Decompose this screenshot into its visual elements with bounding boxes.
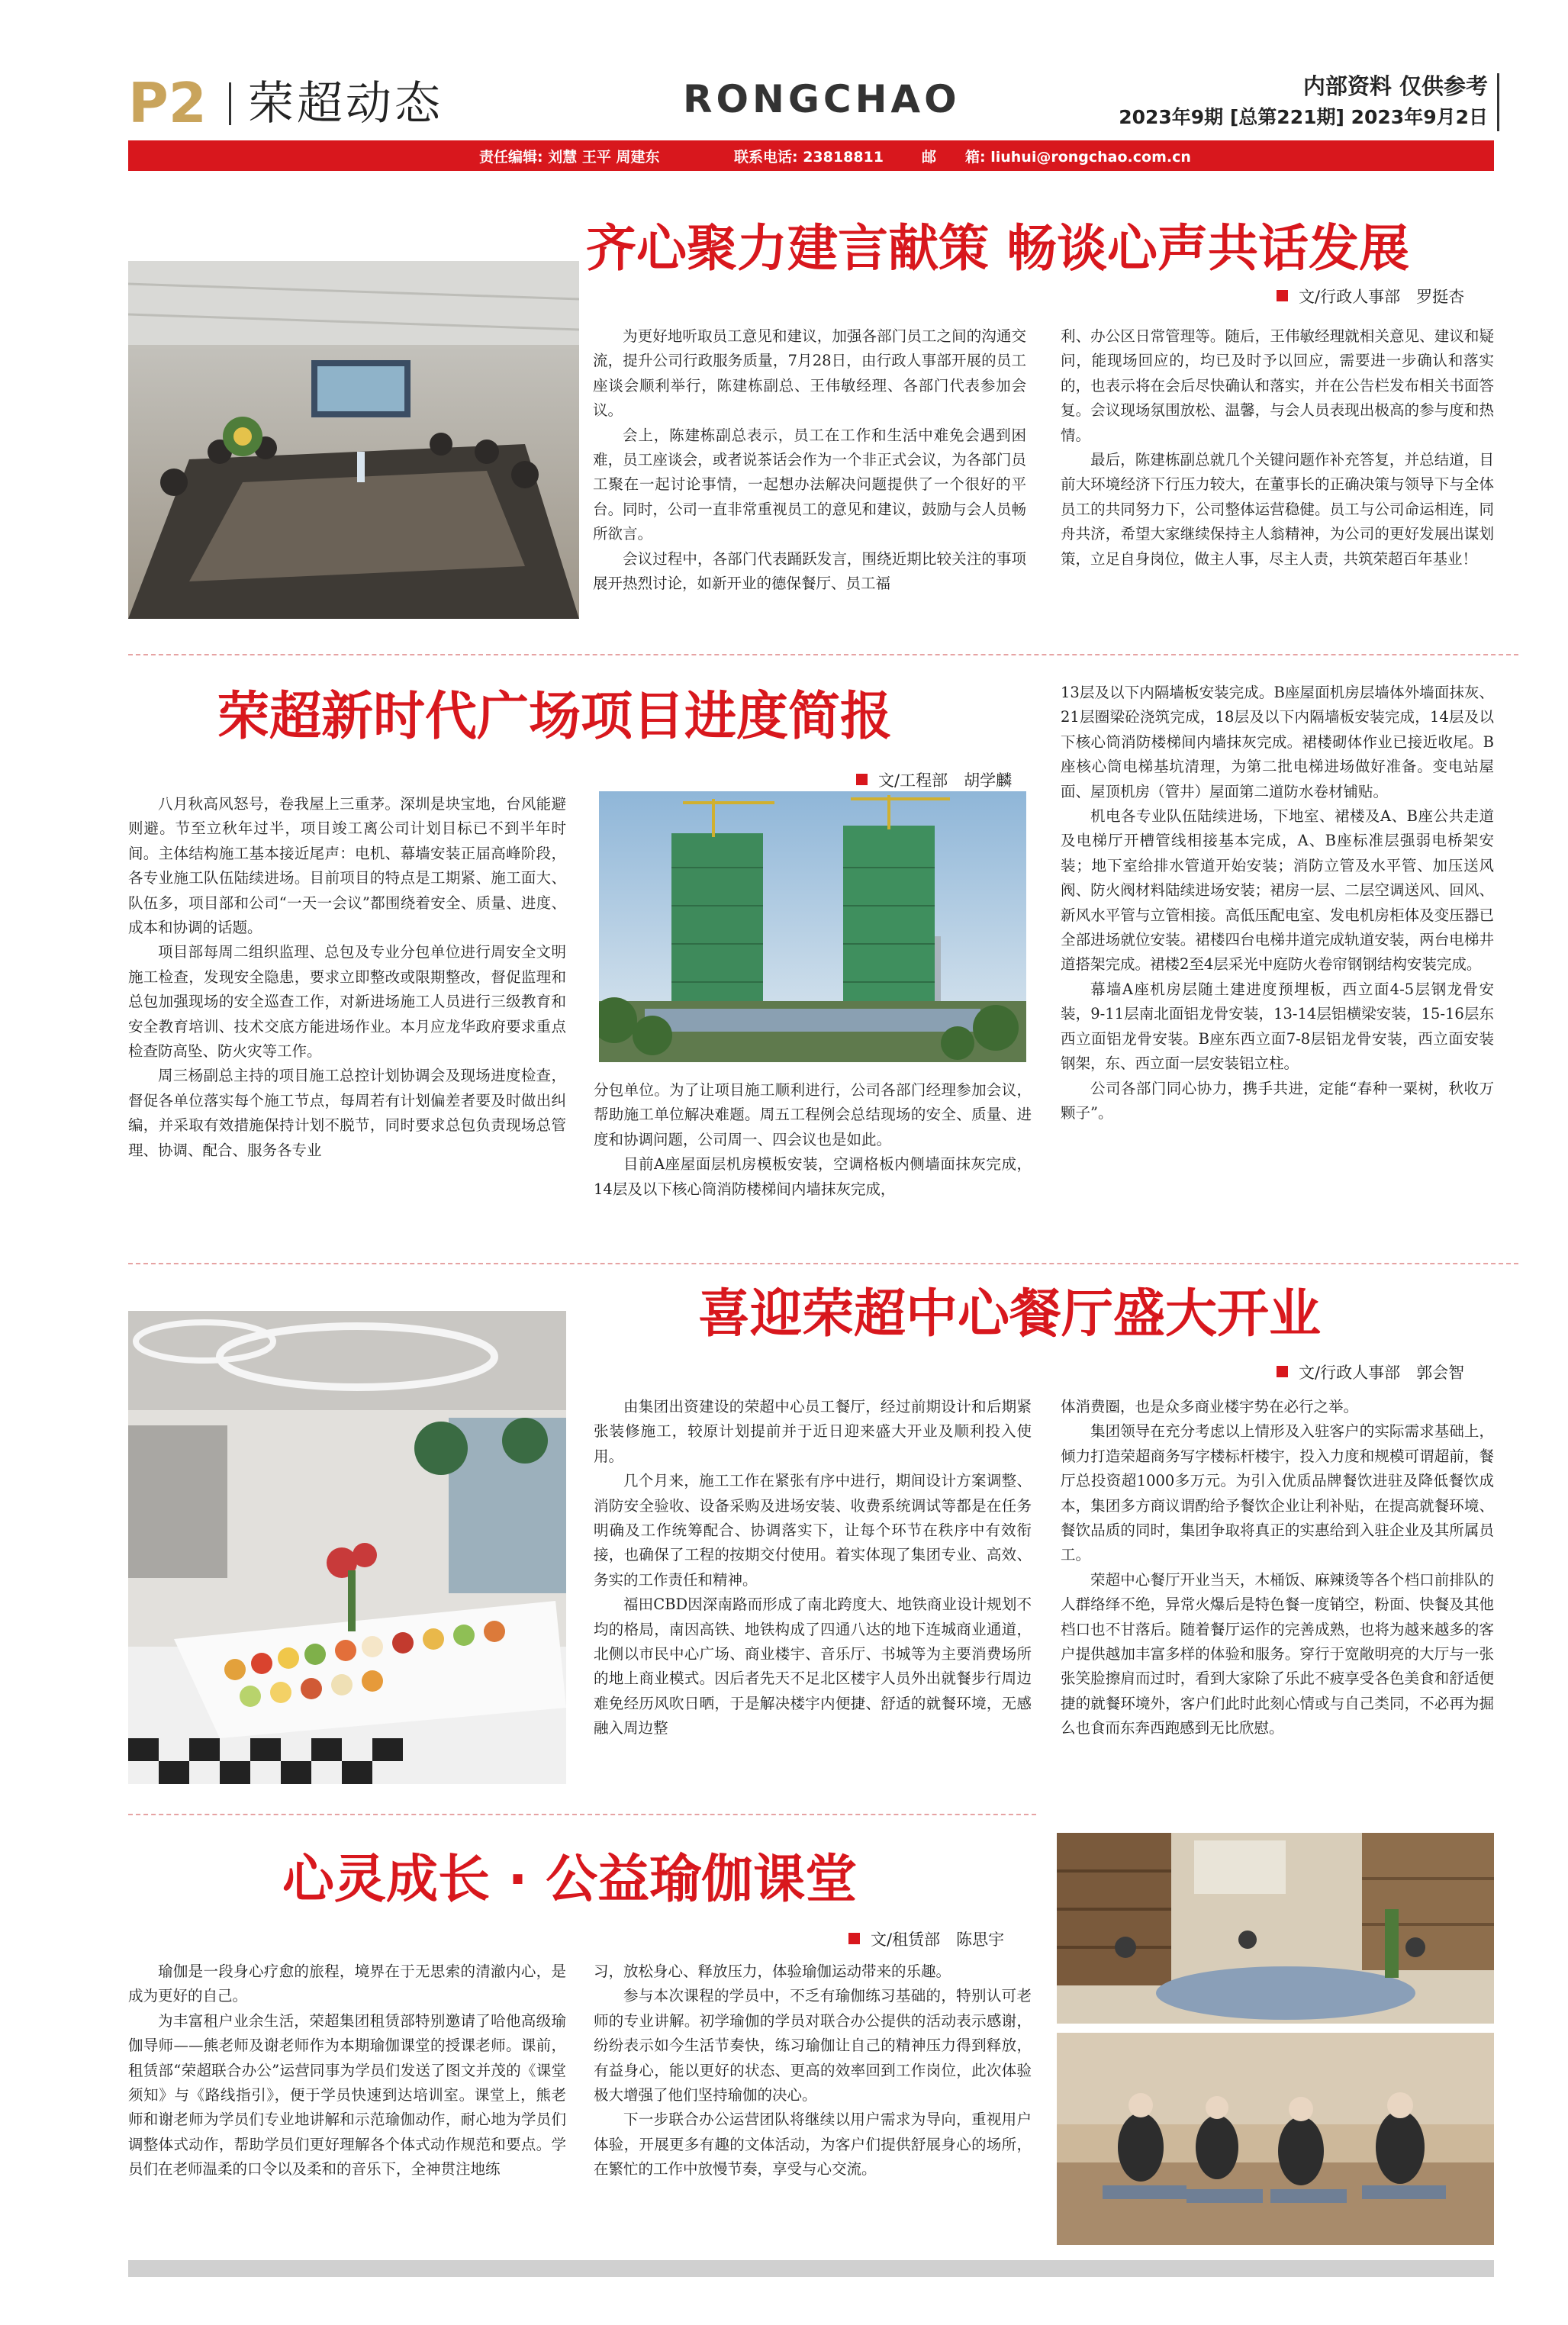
construction-photo (599, 791, 1026, 1062)
paragraph: 会上，陈建栋副总表示，员工在工作和生活中难免会遇到困难，员工座谈会，或者说茶话会作为一个非正式会议，为各部门员工聚在一起讨论事情，一起想办法解决问题提供了一个很好的平台。同时，公司一直非常重视员工的意见和建议，鼓励与会人员畅所欲言。 (593, 426, 1026, 543)
paragraph: 八月秋高风怒号，卷我屋上三重茅。深圳是块宝地，台风能避则避。节至立秋年过半，项目竣工离公司计划目标已不到半年时间。主体结构施工基本接近尾声：电机、幕墙安装正届高峰阶段，各专业施工队伍陆续进场。目前项目的特点是工期紧、施工面大、队伍多，项目部和公司“一天一会议”都围绕着安全、质量、进度、成本和协调的话题。 (128, 795, 566, 937)
header-red-bar (128, 140, 1494, 171)
article1-byline: 文/行政人事部 罗挺杏 (1277, 285, 1464, 308)
paragraph: 为更好地听取员工意见和建议，加强各部门员工之间的沟通交流，提升公司行政服务质量，7月28日，由行政人事部开展的员工座谈会顺利举行，陈建栋副总、王伟敏经理、各部门代表参加会议。 (593, 327, 1026, 420)
article3-column-1 (594, 1395, 1032, 1741)
paragraph: 几个月来，施工工作在紧张有序中进行，期间设计方案调整、消防安全验收、设备采购及进场安装、收费系统调试等都是在任务明确及工作统筹配合、协调落实下，让每个环节在秩序中有效衔接，也确保了工程的按期交付使用。着实体现了集团专业、高效、务实的工作责任和精神。 (594, 1472, 1032, 1589)
footer-bar (128, 2260, 1494, 2277)
article2-column-2 (594, 1078, 1032, 1202)
paragraph: 分包单位。为了让项目施工顺利进行，公司各部门经理参加会议，帮助施工单位解决难题。周五工程例会总结现场的安全、质量、进度和协调问题，公司周一、四会议也是如此。 (594, 1081, 1032, 1148)
article1-column-2 (1061, 324, 1494, 572)
byline-marker-icon (1277, 290, 1288, 301)
paragraph: 13层及以下内隔墙板安装完成。B座屋面机房层墙体外墙面抹灰、21层圈梁砼浇筑完成，18层及以下内隔墙板安装完成，14层及以下核心筒消防楼梯间内墙抹灰完成。裙楼砌体作业已接近收尾。B座核心筒电梯基坑清理，为第二批电梯进场做好准备。变电站屋面、屋顶机房（管井）屋面第二道防水卷材铺贴。 (1061, 684, 1494, 800)
article4-column-1 (128, 1960, 566, 2182)
byline-marker-icon (856, 774, 868, 785)
section-divider-dashed (128, 654, 1518, 655)
paragraph: 体消费圈，也是众多商业楼宇势在必行之举。 (1061, 1398, 1359, 1415)
internal-notice: 内部资料 仅供参考 (1302, 73, 1488, 99)
paragraph: 习，放松身心、释放压力，体验瑜伽运动带来的乐趣。 (594, 1963, 951, 1980)
paragraph: 利、办公区日常管理等。随后，王伟敏经理就相关意见、建议和疑问，能现场回应的，均已及时予以回应，需要进一步确认和落实的，也表示将在会后尽快确认和落实，并在公告栏发布相关书面答复。会议现场氛围放松、温馨，与会人员表现出极高的参与度和热情。 (1061, 327, 1494, 444)
article4-title: 心灵成长 · 公益瑜伽课堂 (282, 1850, 858, 1910)
paragraph: 幕墙A座机房层随土建进度预埋板，西立面4-5层钢龙骨安装，9-11层南北面铝龙骨安装，13-14层铝横梁安装，15-16层东西立面铝龙骨安装。B座东西立面7-8层铝龙骨安装，西立面安装钢架，东、西立面一层安装铝立柱。 (1061, 980, 1494, 1073)
page-number: P2 (128, 71, 207, 135)
paragraph: 机电各专业队伍陆续进场，下地室、裙楼及A、B座公共走道及电梯厅开槽管线相接基本完成，A、B座标准层强弱电桥架安装；地下室给排水管道开始安装；消防立管及水平管、加压送风阀、防火阀材料陆续进场安装；裙房一层、二层空调送风、回风、新风水平管与立管相接。高低压配电室、发电机房柜体及变压器已全部进场就位安装。裙楼四台电梯井道完成轨道安装，两台电梯井道搭架完成。裙楼2至4层采光中庭防火卷帘钢钢结构安装完成。 (1061, 807, 1494, 974)
paragraph: 瑜伽是一段身心疗愈的旅程，境界在于无思索的清澈内心，是成为更好的自己。 (128, 1963, 566, 2005)
section-divider (229, 82, 231, 125)
article2-title: 荣超新时代广场项目进度简报 (217, 687, 893, 747)
article3-byline: 文/行政人事部 郭会智 (1277, 1361, 1464, 1383)
paragraph: 福田CBD因深南路而形成了南北跨度大、地铁商业设计规划不均的格局，南因高铁、地铁构成了四通八达的地下连城商业通道，北侧以市民中心广场、商业楼宇、音乐厅、书城等为主要消费场所的地上商业模式。因后者先天不足北区楼宇人员外出就餐步行周边难免经历风吹日晒，于是解决楼宇内便捷、舒适的就餐环境，无感融入周边整 (594, 1596, 1032, 1737)
article2-column-1 (128, 792, 566, 1163)
issue-info: 2023年9期 [总第221期] 2023年9月2日 (1119, 106, 1488, 128)
paragraph: 会议过程中，各部门代表踊跃发言，围绕近期比较关注的事项展开热烈讨论，如新开业的德保餐厅、员工福 (593, 549, 1026, 593)
masthead: RONGCHAO (683, 77, 961, 121)
byline-marker-icon (1277, 1366, 1288, 1377)
paragraph: 最后，陈建栋副总就几个关键问题作补充答复，并总结道，目前大环境经济下行压力较大，在董事长的正确决策与领导下与全体员工的共同努力下，公司整体运营稳健。员工与公司命运相连，同舟共济，希望大家继续保持主人翁精神，为公司的更好发展出谋划策，立足自身岗位，做主人事，尽主人责，共筑荣超百年基业！ (1061, 451, 1494, 568)
article3-column-2 (1061, 1395, 1494, 1741)
paragraph: 参与本次课程的学员中，不乏有瑜伽练习基础的，特别认可老师的专业讲解。初学瑜伽的学员对联合办公提供的活动表示感谢，纷纷表示如今生活节奏快，练习瑜伽让自己的精神压力得到释放，有益身心，能以更好的状态、更高的效率回到工作岗位，此次体验极大增强了他们坚持瑜伽的决心。 (594, 1987, 1032, 2104)
article3-title: 喜迎荣超中心餐厅盛大开业 (698, 1284, 1322, 1344)
yoga-class-photo (1057, 2033, 1494, 2245)
restaurant-photo (128, 1311, 566, 1784)
paragraph: 荣超中心餐厅开业当天，木桶饭、麻辣烫等各个档口前排队的人群络绎不绝，异常火爆后是特色餐一度销空，粉面、快餐及其他档口也不甘落后。随着餐厅运作的完善成熟，也将为越来越多的客户提供越加丰富多样的体验和服务。穿行于宽敞明亮的大厅与一张张笑脸擦肩而过时，看到大家除了乐此不疲享受各色美食和舒适便捷的就餐环境外，客户们此时此刻心情或与自己类同，不必再为掘么也食而东奔西跑感到无比欣慰。 (1061, 1570, 1494, 1737)
paragraph: 公司各部门同心协力，携手共进，定能“春种一粟树，秋收万颗子”。 (1061, 1079, 1494, 1122)
article1-title: 齐心聚力建言献策 畅谈心声共话发展 (586, 219, 1409, 278)
section-divider-dashed (128, 1814, 1036, 1815)
article1-column-1 (593, 324, 1026, 596)
header-vertical-rule (1497, 73, 1499, 131)
article4-column-2 (594, 1960, 1032, 2182)
article2-byline: 文/工程部 胡学麟 (856, 768, 1012, 791)
editors: 责任编辑: 刘慧 王平 周建东 (479, 149, 660, 166)
paragraph: 集团领导在充分考虑以上情形及入驻客户的实际需求基础上，倾力打造荣超商务写字楼标杆楼宇，投入力度和规模可谓超前，餐厅总投资超1000多万元。为引入优质品牌餐饮进驻及降低餐饮成本，集团多方商议谓酌给予餐饮企业让利补贴，在提高就餐环境、餐饮品质的同时，集团争取将真正的实惠给到入驻企业及其所属员工。 (1061, 1422, 1494, 1564)
meeting-photo (128, 261, 579, 619)
paragraph: 为丰富租户业余生活，荣超集团租赁部特别邀请了哈他高级瑜伽导师——熊老师及谢老师作为本期瑜伽课堂的授课老师。课前，租赁部“荣超联合办公”运营同事为学员们发送了图文并茂的《课堂须知》与《路线指引》，便于学员快速到达培训室。课堂上，熊老师和谢老师为学员们专业地讲解和示范瑜伽动作，耐心地为学员们调整体式动作，帮助学员们更好理解各个体式动作规范和要点。学员们在老师温柔的口令以及柔和的音乐下，全神贯注地练 (128, 2011, 566, 2178)
article4-byline: 文/租赁部 陈思宇 (848, 1927, 1004, 1950)
paragraph: 周三杨副总主持的项目施工总控计划协调会及现场进度检查，督促各单位落实每个施工节点，每周若有计划偏差者要及时做出纠编，并采取有效措施保持计划不脱节，同时要求总包负责现场总管理、协调、配合、服务各专业 (128, 1067, 566, 1159)
paragraph: 由集团出资建设的荣超中心员工餐厅，经过前期设计和后期紧张装修施工，较原计划提前并于近日迎来盛大开业及顺利投入使用。 (594, 1398, 1032, 1465)
paragraph: 下一步联合办公运营团队将继续以用户需求为导向，重视用户体验，开展更多有趣的文体活动，为客户们提供舒展身心的场所，在繁忙的工作中放慢节奏，享受与心交流。 (594, 2111, 1032, 2178)
contact-phone: 联系电话: 23818811 (734, 149, 884, 166)
article2-column-3 (1061, 681, 1494, 1125)
section-title: 荣超动态 (248, 77, 443, 130)
paragraph: 目前A座屋面层机房模板安装，空调格板内侧墙面抹灰完成，14层及以下核心筒消防楼梯间内墙抹灰完成， (594, 1155, 1032, 1198)
paragraph: 项目部每周二组织监理、总包及专业分包单位进行周安全文明施工检查，发现安全隐患，要求立即整改或限期整改，督促监理和总包加强现场的安全巡查工作，对新进场施工人员进行三级教育和安全教育培训、技术交底方能进场作业。本月应龙华政府要求重点检查防高坠、防火灾等工作。 (128, 943, 566, 1061)
byline-marker-icon (848, 1933, 860, 1944)
section-divider-dashed (128, 1263, 1518, 1264)
yoga-room-photo (1057, 1833, 1494, 2024)
contact-email: 邮 箱: liuhui@rongchao.com.cn (922, 149, 1191, 166)
